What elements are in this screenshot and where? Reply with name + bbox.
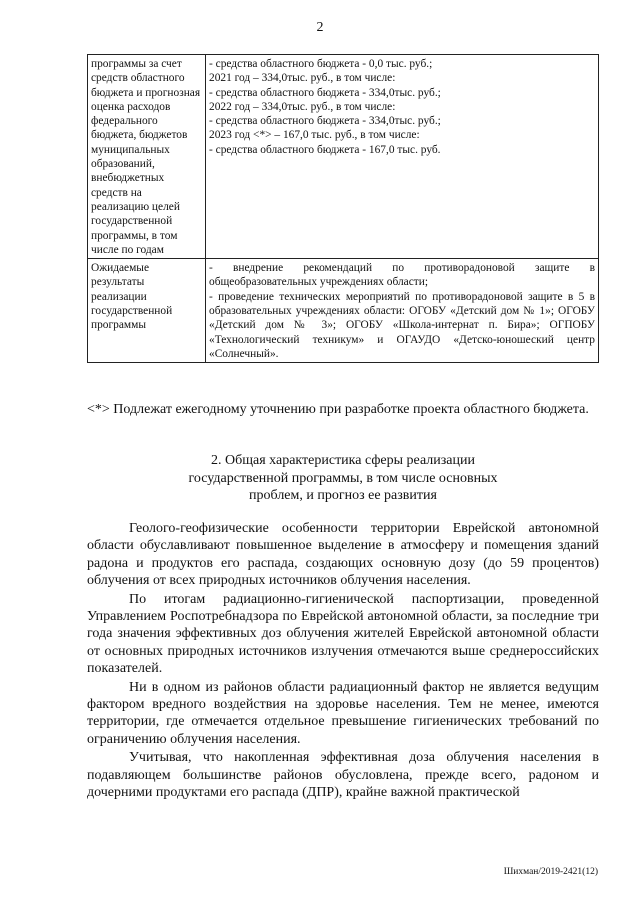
row-label: Ожидаемые результаты реализации государственной программы [88,259,206,363]
page-number: 2 [316,20,324,35]
funding-line: - средства областного бюджета - 334,0тыс. руб.; [209,115,441,128]
footnote: <*> Подлежат ежегодному уточнению при разработке проекта областного бюджета. [87,402,589,417]
table-row [88,259,599,363]
funding-line: - средства областного бюджета - 167,0 тыс. руб. [209,143,441,156]
funding-line: 2021 год – 334,0тыс. руб., в том числе: [209,72,396,85]
expected-results-text: - внедрение рекомендаций по противорадоновой защите в общеобразовательных учреждениях области; - проведение технических мероприятий по противорадоновой защите в 5 в образовательных учреждениях области: ОГОБУ «Детский дом № 1»; ОГОБУ «Детский дом № 3»; ОГОБУ «Школа-интернат п. Бира»; ОГПОБУ «Технологический техникум» и ОГАУДО «Детско-юношеский центр «Солнечный». [206,259,599,363]
program-passport-table [87,54,599,363]
funding-line: - средства областного бюджета - 0,0 тыс. руб.; [209,58,433,70]
section-heading: 2. Общая характеристика сферы реализации государственной программы, в том числе основных проблем, и прогноз ее развития [188,453,498,503]
paragraph: Ни в одном из районов области радиационный фактор не является ведущим фактором вредного воздействия на здоровье населения. Тем не менее, имеются территории, где отмечается отдельное превышение гигиенических требований по ограничению облучения населения. [87,679,599,747]
funding-line: - средства областного бюджета - 334,0тыс. руб.; [209,86,441,99]
row-label: программы за счет средств областного бюджета и прогнозная оценка расходов федерального бюджета, бюджетов муниципальных образований, внебюджетных средств на реализацию целей государственной программы, в том числе по годам [88,55,206,259]
paragraph: Геолого-геофизические особенности территории Еврейской автономной области обуславливают повышенное выделение в атмосферу и помещения зданий радона и продуктов его распада, создающих основную дозу (до 59 процентов) облучения от всех природных источников облучения населения. [87,521,599,589]
paragraph: По итогам радиационно-гигиенической паспортизации, проведенной Управлением Роспотребнадзора по Еврейской автономной области, за последние три года значения эффективных доз облучения жителей Еврейской автономной области от основных природных источников излучения отмечаются выше среднероссийских показателей. [87,591,599,677]
funding-line: 2023 год <*> – 167,0 тыс. руб., в том числе: [209,129,420,142]
row-value [206,55,599,259]
funding-line: 2022 год – 334,0тыс. руб., в том числе: [209,100,396,113]
paragraph: Учитывая, что накопленная эффективная доза облучения населения в подавляющем большинстве районов обусловлена, прежде всего, радоном и дочерними продуктами его распада (ДПР), крайне важной практической [87,750,599,801]
table-row [88,55,599,259]
body-text [87,520,599,803]
document-code: Шихман/2019-2421(12) [503,867,598,877]
